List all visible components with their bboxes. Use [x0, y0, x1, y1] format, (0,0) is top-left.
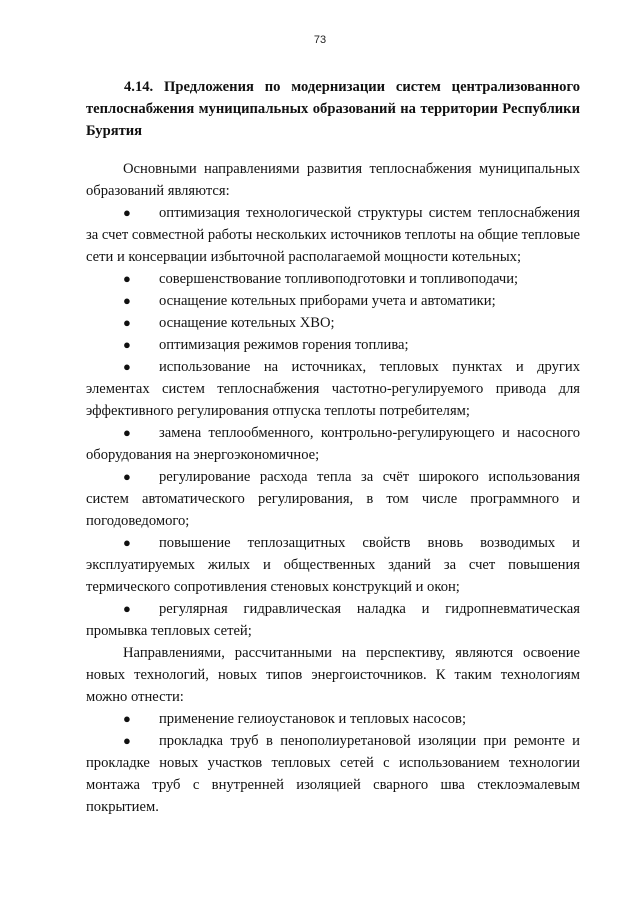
- list-item-text: повышение теплозащитных свойств вновь возводимых и эксплуатируемых жилых и общественных зданий за счет повышения термического сопротивления стеновых конструкций и окон;: [86, 535, 580, 595]
- bullet-icon: ●: [123, 711, 131, 726]
- list-item: [86, 598, 580, 642]
- bullet-icon: ●: [123, 469, 131, 484]
- list-item: [86, 730, 580, 818]
- bullet-icon: ●: [123, 535, 131, 550]
- bullet-icon: ●: [123, 359, 131, 374]
- list-item-text: оснащение котельных ХВО;: [159, 315, 335, 331]
- list-item: [86, 202, 580, 268]
- list-item-text: применение гелиоустановок и тепловых насосов;: [159, 711, 466, 727]
- list-item-text: регулярная гидравлическая наладка и гидропневматическая промывка тепловых сетей;: [86, 601, 580, 639]
- list-item: [86, 334, 580, 356]
- list-item: [86, 466, 580, 532]
- bullet-list-main: [86, 202, 580, 642]
- list-item-text: прокладка труб в пенополиуретановой изоляции при ремонте и прокладке новых участков тепловых сетей с использованием технологии монтажа труб с внутренней изоляцией сварного шва стеклоэмалевым покрытием.: [86, 733, 580, 815]
- list-item: [86, 708, 580, 730]
- list-item-text: замена теплообменного, контрольно-регулирующего и насосного оборудования на энергоэкономичное;: [86, 425, 580, 463]
- bullet-icon: ●: [123, 315, 131, 330]
- list-item: [86, 532, 580, 598]
- document-body: [86, 158, 580, 818]
- future-paragraph: Направлениями, рассчитанными на перспективу, являются освоение новых технологий, новых типов энергоисточников. К таким технологиям можно отнести:: [86, 645, 580, 705]
- list-item-text: регулирование расхода тепла за счёт широкого использования систем автоматического регулирования, в том числе программного и погодоведомого;: [86, 469, 580, 529]
- section-number: 4.14.: [124, 79, 154, 95]
- bullet-icon: ●: [123, 337, 131, 352]
- page-number: 73: [313, 34, 327, 46]
- list-item: [86, 312, 580, 334]
- section-heading: [86, 76, 580, 142]
- list-item-text: оптимизация режимов горения топлива;: [159, 337, 409, 353]
- bullet-icon: ●: [123, 293, 131, 308]
- bullet-icon: ●: [123, 271, 131, 286]
- bullet-icon: ●: [123, 733, 131, 748]
- list-item: [86, 290, 580, 312]
- bullet-icon: ●: [123, 205, 131, 220]
- list-item-text: оснащение котельных приборами учета и автоматики;: [159, 293, 496, 309]
- list-item: [86, 422, 580, 466]
- list-item-text: оптимизация технологической структуры систем теплоснабжения за счет совместной работы нескольких источников теплоты на общие тепловые сети и консервации избыточной располагаемой мощности котельных;: [86, 205, 580, 265]
- list-item: [86, 356, 580, 422]
- bullet-icon: ●: [123, 425, 131, 440]
- section-title: Предложения по модернизации систем централизованного теплоснабжения муниципальных образований на территории Республики Бурятия: [86, 79, 581, 139]
- intro-paragraph: Основными направлениями развития теплоснабжения муниципальных образований являются:: [86, 161, 580, 199]
- bullet-list-future: [86, 708, 580, 818]
- list-item-text: совершенствование топливоподготовки и топливоподачи;: [159, 271, 519, 287]
- bullet-icon: ●: [123, 601, 131, 616]
- list-item: [86, 268, 580, 290]
- list-item-text: использование на источниках, тепловых пунктах и других элементах систем теплоснабжения частотно-регулируемого привода для эффективного регулирования отпуска теплоты потребителям;: [86, 359, 580, 419]
